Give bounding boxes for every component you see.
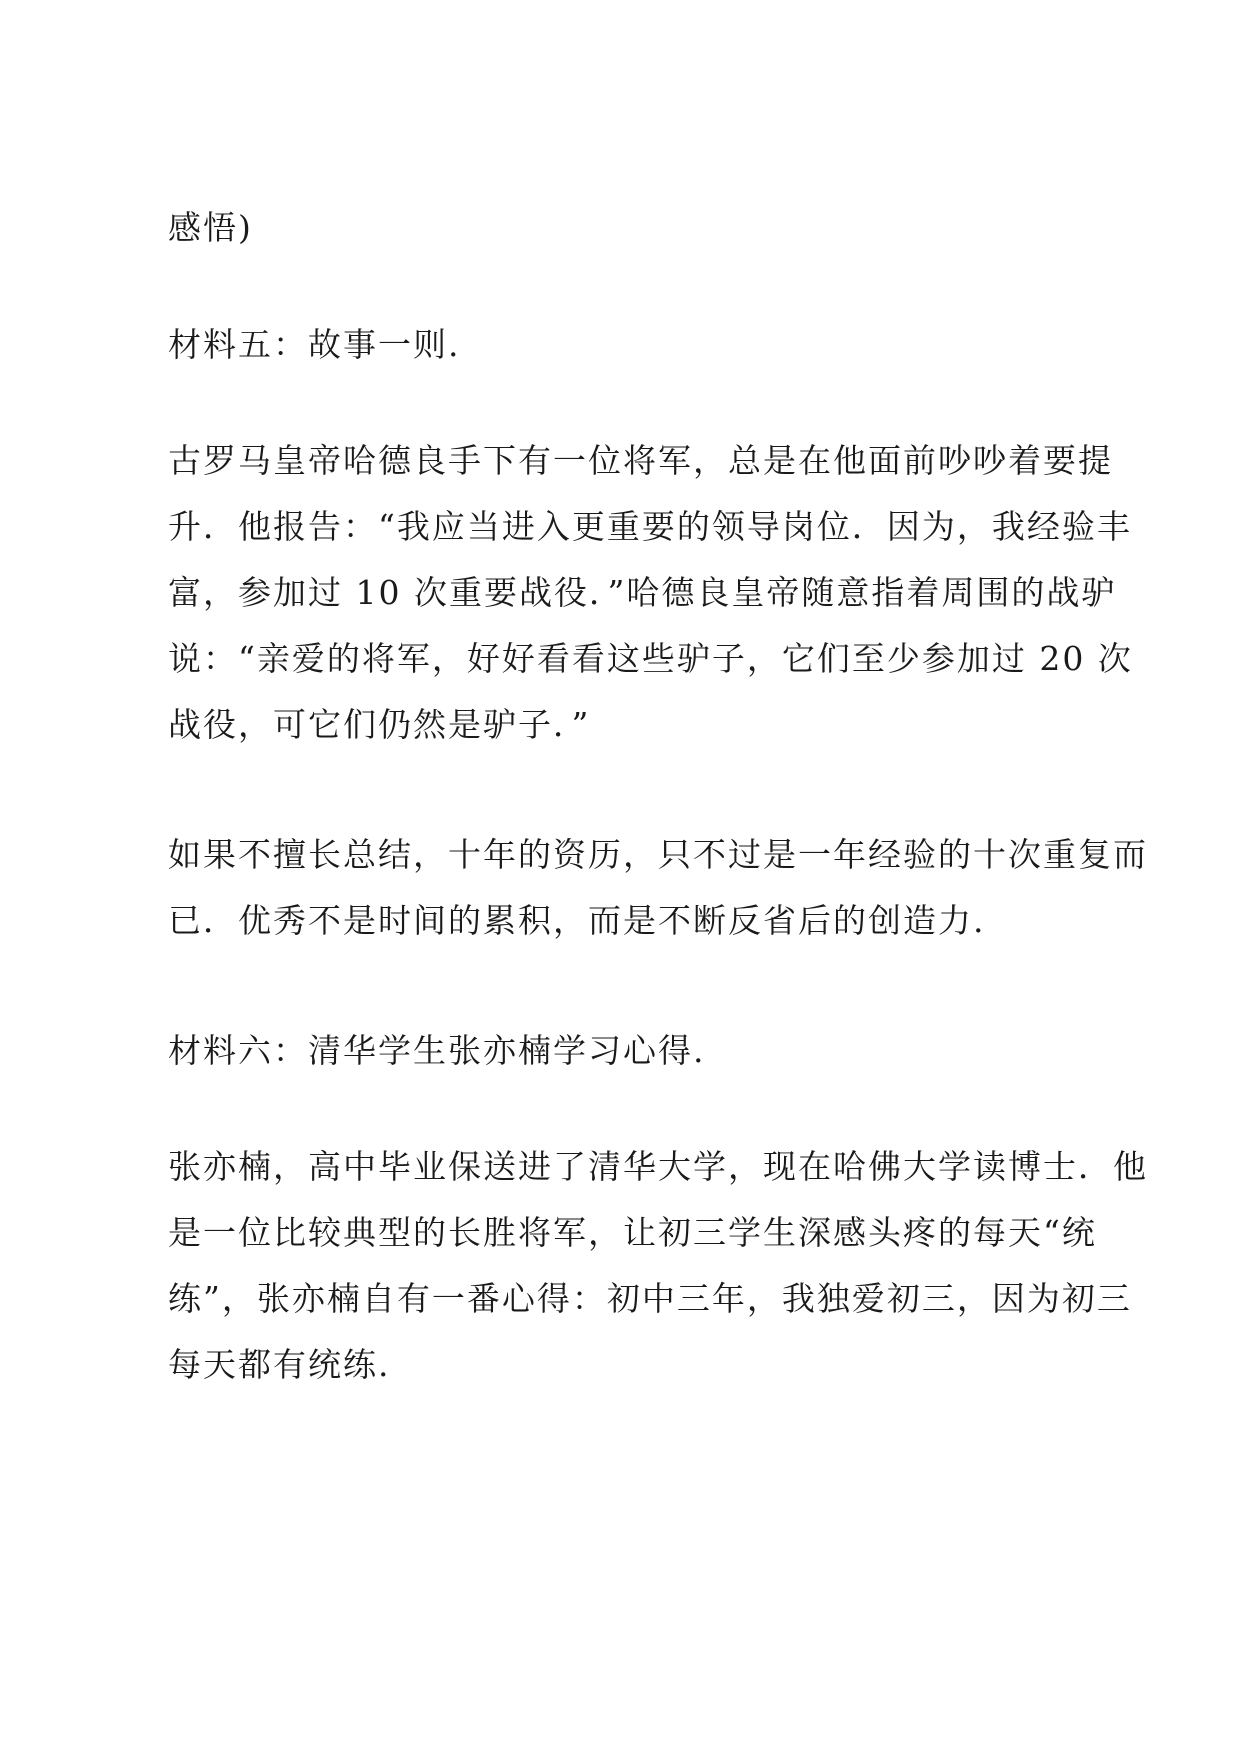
text-line: 富，参加过 10 次重要战役．”哈德良皇帝随意指着周围的战驴: [168, 573, 1117, 612]
text-line: 升．他报告：“我应当进入更重要的领导岗位．因为，我经验丰: [168, 507, 1132, 546]
section-heading-material-5: [168, 312, 1098, 378]
text-line: 材料六：清华学生张亦楠学习心得.: [168, 1031, 706, 1070]
text-line: 是一位比较典型的长胜将军，让初三学生深感头疼的每天“统: [168, 1213, 1097, 1252]
text-line: 每天都有统练.: [168, 1345, 391, 1384]
text-line: 战役，可它们仍然是驴子．”: [168, 705, 591, 744]
paragraph-fragment: [168, 195, 1098, 261]
text-line: 感悟): [168, 208, 253, 247]
text-line: 说：“亲爱的将军，好好看看这些驴子，它们至少参加过 20 次: [168, 639, 1133, 678]
section-heading-material-6: [168, 1018, 1098, 1084]
text-line: 练”，张亦楠自有一番心得：初中三年，我独爱初三，因为初三: [168, 1279, 1132, 1318]
text-line: 已．优秀不是时间的累积，而是不断反省后的创造力.: [168, 901, 986, 940]
text-line: 张亦楠，高中毕业保送进了清华大学，现在哈佛大学读博士．他: [168, 1147, 1148, 1186]
text-line: 材料五：故事一则.: [168, 325, 461, 364]
paragraph-student-experience: [168, 1134, 1148, 1398]
paragraph-story: [168, 428, 1133, 758]
text-line: 如果不擅长总结，十年的资历，只不过是一年经验的十次重复而: [168, 835, 1148, 874]
text-line: 古罗马皇帝哈德良手下有一位将军，总是在他面前吵吵着要提: [168, 441, 1113, 480]
paragraph-reflection: [168, 822, 1148, 954]
